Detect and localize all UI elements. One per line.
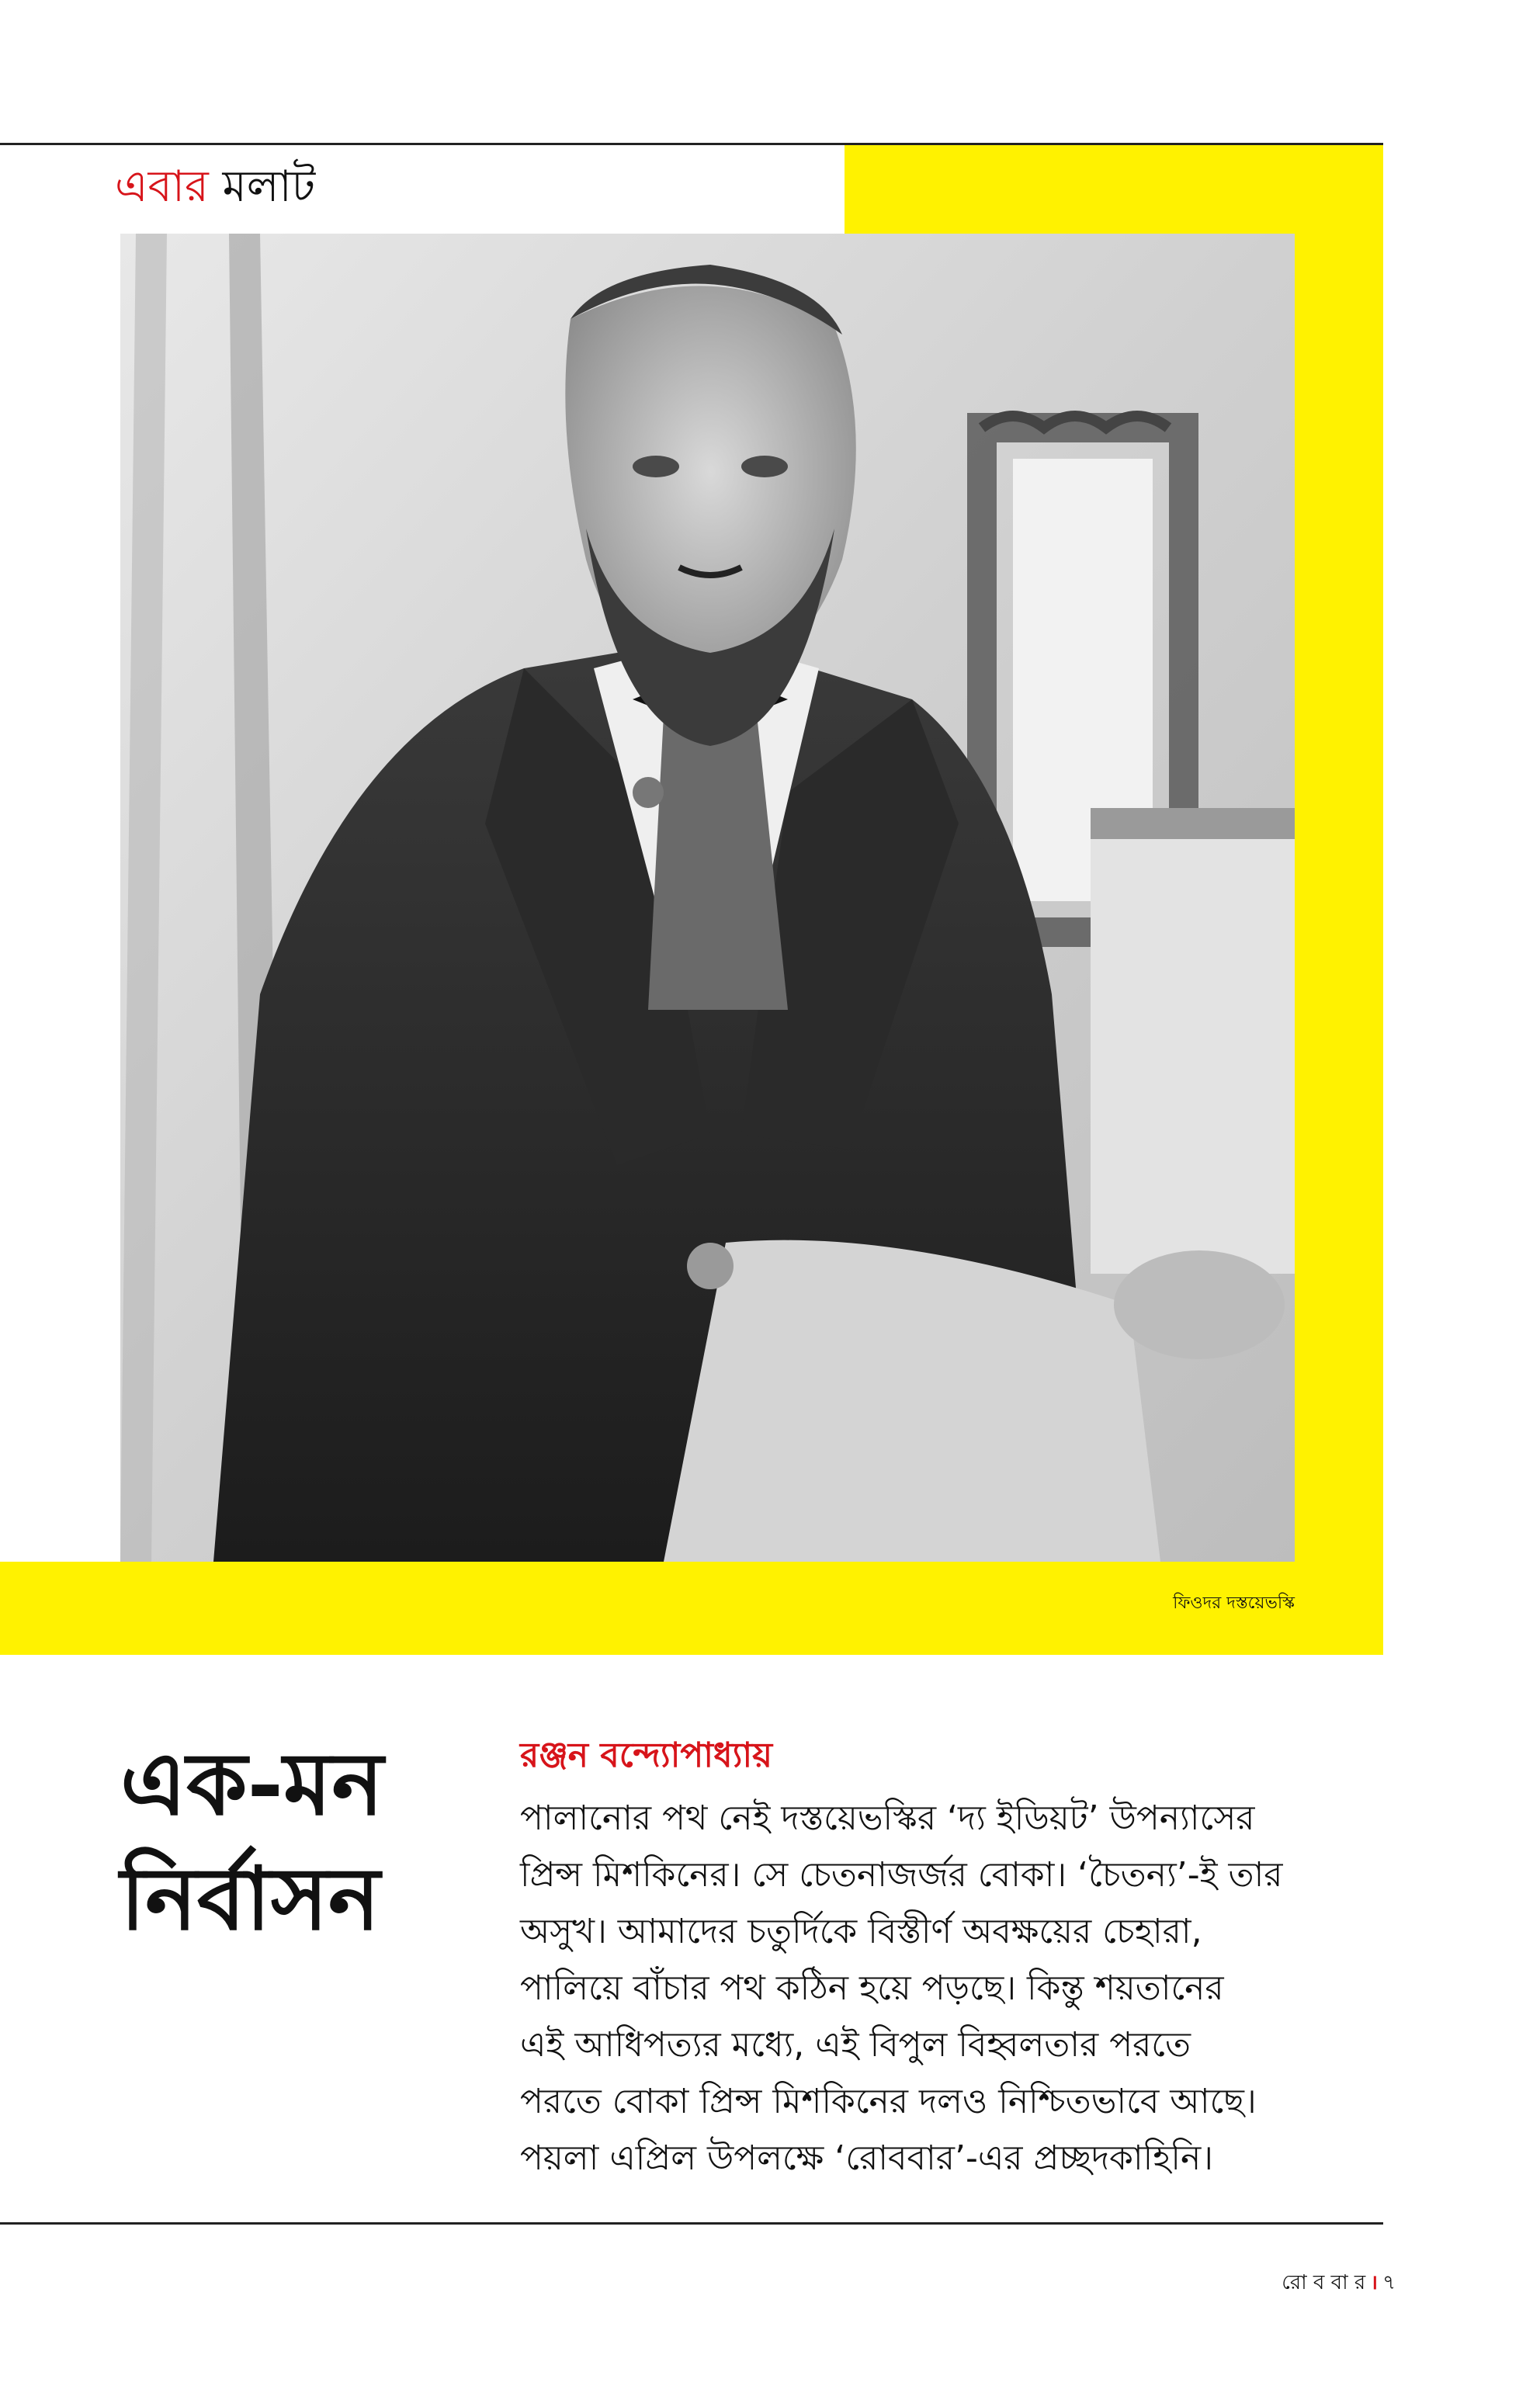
- headline: [120, 1727, 485, 1957]
- standfirst-line: পালিয়ে বাঁচার পথ কঠিন হয়ে পড়ছে। কিন্তু শয়তানের: [520, 1968, 1224, 2008]
- headline-line-1: এক-মন: [120, 1733, 384, 1835]
- standfirst-line: প্রিন্স মিশকিনের। সে চেতনাজর্জর বোকা। ‘চৈতন্য’-ই তার: [520, 1855, 1283, 1895]
- section-title: মলাট: [222, 161, 316, 212]
- author-byline: রঞ্জন বন্দ্যোপাধ্যায়: [520, 1736, 773, 1775]
- standfirst-line: পয়লা এপ্রিল উপলক্ষে ‘রোববার’-এর প্রচ্ছদকাহিনি।: [520, 2138, 1213, 2178]
- standfirst-line: অসুখ। আমাদের চতুর্দিকে বিস্তীর্ণ অবক্ষয়ের চেহারা,: [520, 1912, 1202, 1951]
- yellow-frame-right: [1295, 145, 1383, 1655]
- page-footer: [1282, 2266, 1396, 2301]
- standfirst-line: পরতে বোকা প্রিন্স মিশকিনের দলও নিশ্চিতভাবে আছে।: [520, 2082, 1257, 2121]
- footer-separator: ।: [1370, 2271, 1379, 2294]
- section-kicker: এবার: [115, 161, 209, 212]
- standfirst: [520, 1790, 1388, 2187]
- photo-caption: ফিওদর দস্তয়েভস্কি: [1173, 1594, 1295, 1613]
- page-number: ৭: [1382, 2271, 1396, 2294]
- standfirst-line: পালানোর পথ নেই দস্তয়েভস্কির ‘দ্য ইডিয়ট’ উপন্যাসের: [520, 1798, 1255, 1838]
- portrait-photo: [120, 234, 1295, 1562]
- headline-line-2: নির্বাসন: [120, 1848, 380, 1950]
- magazine-name: রো ব বা র: [1282, 2271, 1366, 2294]
- section-label: [115, 160, 315, 214]
- standfirst-line: এই আধিপত্যর মধ্যে, এই বিপুল বিহ্বলতার পরতে: [520, 2025, 1191, 2065]
- bottom-rule: [0, 2222, 1383, 2225]
